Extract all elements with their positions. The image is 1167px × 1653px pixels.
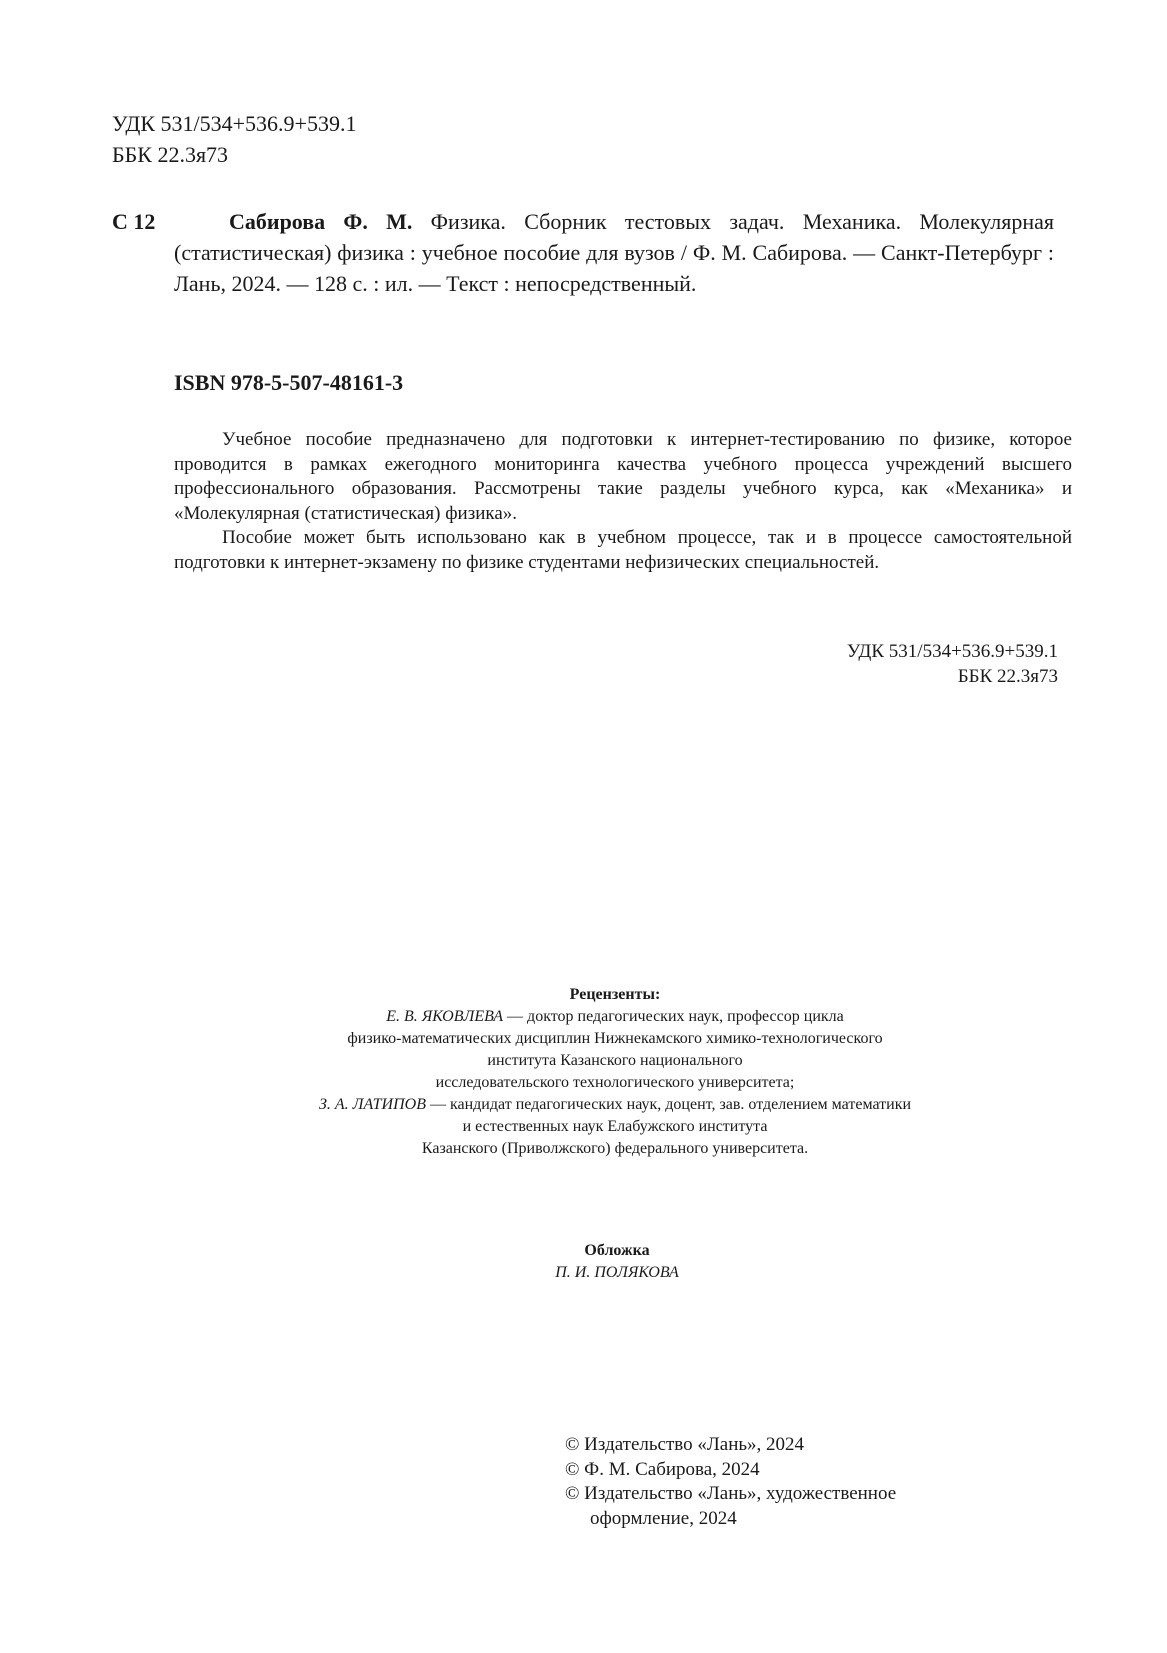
reviewer-name: Е. В. ЯКОВЛЕВА xyxy=(386,1008,504,1025)
reviewer-text: института Казанского национального xyxy=(487,1052,743,1069)
copyright-line: © Издательство «Лань», художественное xyxy=(565,1483,897,1504)
bbk-code: ББК 22.3я73 xyxy=(957,665,1058,687)
udk-block-top xyxy=(112,108,356,170)
udk-code: УДК 531/534+536.9+539.1 xyxy=(112,111,357,136)
annotation-paragraph: Учебное пособие предназначено для подготовки к интернет-тестированию по физике, которое проводится в рамках ежегодного мониторинга качества учебного процесса учреждений высшего профессионального образования. Рассмотрены такие разделы учебного курса, как «Механика» и «Молекулярная (статистическая) физика». xyxy=(174,429,1072,524)
annotation xyxy=(174,428,1072,575)
cover-designer-name: П. И. ПОЛЯКОВА xyxy=(555,1264,679,1281)
bbk-code: ББК 22.3я73 xyxy=(112,142,229,167)
bibliographic-description: Физика. Сборник тестовых задач. Механика. Молекулярная (статистическая) физика : учебное пособие для вузов / Ф. М. Сабирова. — Санкт-Петербург : Лань, 2024. — 128 с. : ил. — Текст : непосредственный. xyxy=(174,209,1055,296)
udk-block-right xyxy=(700,640,1058,689)
reviewer-text: и естественных наук Елабужского института xyxy=(462,1118,768,1135)
reviewer-name: З. А. ЛАТИПОВ xyxy=(318,1096,426,1113)
reviewer-text: исследовательского технологического университета; xyxy=(435,1074,795,1091)
reviewer-text: — доктор педагогических наук, профессор цикла xyxy=(503,1008,844,1025)
udk-code: УДК 531/534+536.9+539.1 xyxy=(846,641,1058,662)
author-cipher: С 12 xyxy=(112,209,156,234)
reviewer-text: — кандидат педагогических наук, доцент, зав. отделением математики xyxy=(425,1096,912,1113)
isbn: ISBN 978-5-507-48161-3 xyxy=(174,370,404,395)
bibliographic-record xyxy=(174,206,1054,299)
reviewer-2-line xyxy=(200,1094,1030,1116)
annotation-paragraph: Пособие может быть использовано как в учебном процессе, так и в процессе самостоятельной подготовки к интернет-экзамену по физике студентами нефизических специальностей. xyxy=(174,527,1072,573)
reviewer-text: физико-математических дисциплин Нижнекамского химико-технологического xyxy=(347,1030,883,1047)
reviewers-heading: Рецензенты: xyxy=(569,986,661,1003)
reviewer-1-line xyxy=(200,1006,1030,1028)
reviewers-section xyxy=(200,984,1030,1160)
copyright-line: © Ф. М. Сабирова, 2024 xyxy=(565,1458,760,1480)
copyright-block xyxy=(565,1433,896,1531)
cover-heading: Обложка xyxy=(584,1242,650,1259)
reviewer-text: Казанского (Приволжского) федерального университета. xyxy=(421,1140,809,1157)
author-name: Сабирова Ф. М. xyxy=(229,209,413,234)
copyright-line: оформление, 2024 xyxy=(590,1507,737,1529)
cover-credit xyxy=(400,1240,834,1284)
copyright-line: © Издательство «Лань», 2024 xyxy=(565,1434,805,1455)
